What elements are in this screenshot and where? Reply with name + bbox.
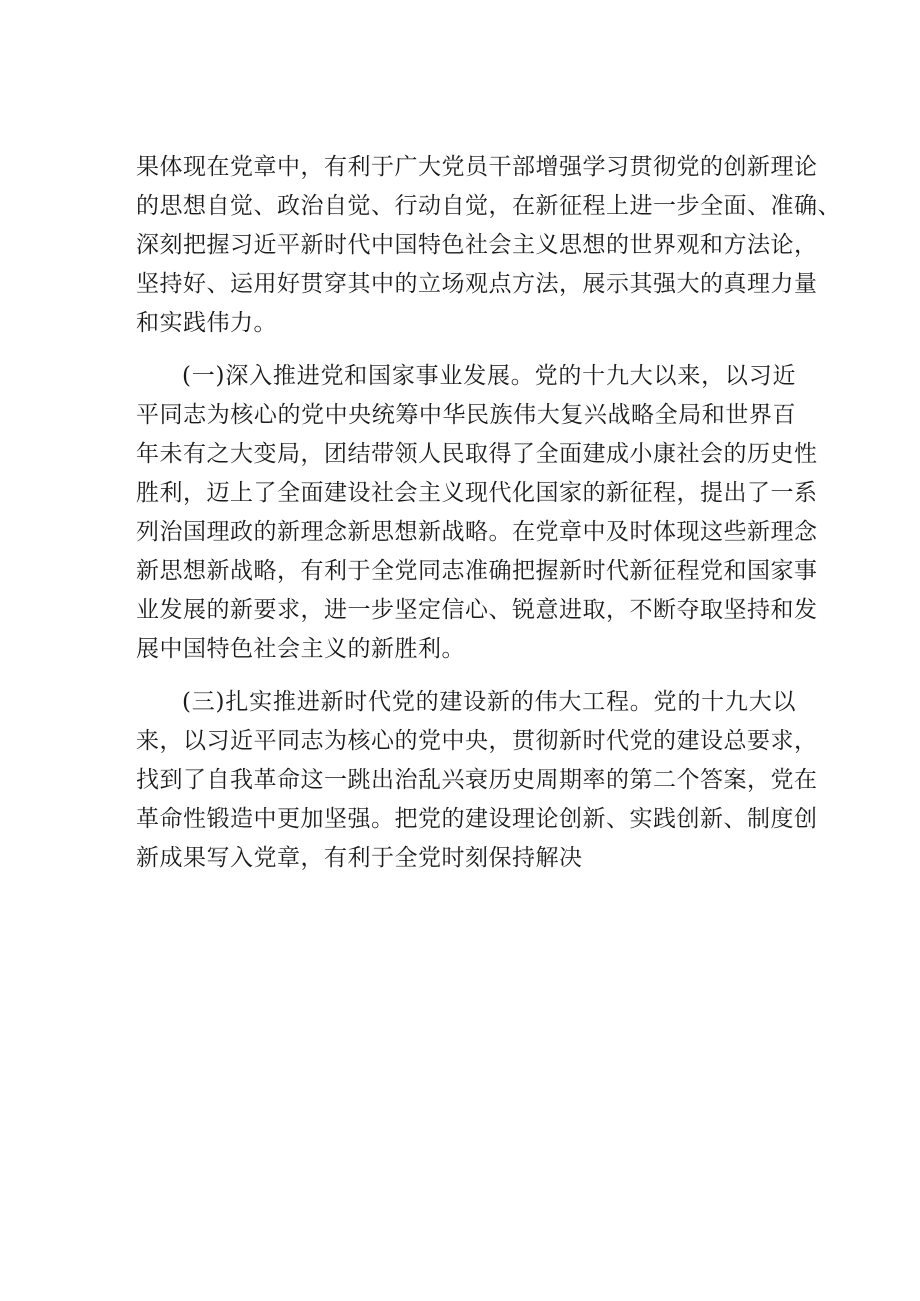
document-body — [136, 148, 841, 878]
text-line: 胜利，迈上了全面建设社会主义现代化国家的新征程，提出了一系 — [136, 480, 818, 506]
text-line: 新思想新战略，有利于全党同志准确把握新时代新征程党和国家事 — [136, 558, 818, 584]
paragraph-3 — [136, 683, 818, 878]
text-line: 坚持好、运用好贯穿其中的立场观点方法，展示其强大的真理力量 — [136, 271, 818, 297]
text-line: (三)扎实推进新时代党的建设新的伟大工程。党的十九大以 — [182, 689, 796, 715]
text-line: 和实践伟力。 — [136, 310, 277, 336]
text-line: 果体现在党章中，有利于广大党员干部增强学习贯彻党的创新理论 — [136, 154, 818, 180]
text-line: 革命性锻造中更加坚强。把党的建设理论创新、实践创新、制度创 — [136, 806, 818, 832]
text-line: (一)深入推进党和国家事业发展。党的十九大以来，以习近 — [182, 363, 796, 389]
text-line: 新成果写入党章，有利于全党时刻保持解决 — [136, 845, 583, 871]
text-line: 的思想自觉、政治自觉、行动自觉，在新征程上进一步全面、准确、 — [136, 193, 841, 219]
paragraph-2 — [136, 357, 818, 669]
text-line: 平同志为核心的党中央统筹中华民族伟大复兴战略全局和世界百 — [136, 402, 796, 428]
text-line: 年未有之大变局，团结带领人民取得了全面建成小康社会的历史性 — [136, 441, 818, 467]
paragraph-1 — [136, 148, 841, 343]
text-line: 找到了自我革命这一跳出治乱兴衰历史周期率的第二个答案，党在 — [136, 767, 818, 793]
text-line: 展中国特色社会主义的新胜利。 — [136, 636, 465, 662]
text-line: 深刻把握习近平新时代中国特色社会主义思想的世界观和方法论， — [136, 232, 818, 258]
text-line: 来，以习近平同志为核心的党中央，贯彻新时代党的建设总要求， — [136, 728, 818, 754]
text-line: 业发展的新要求，进一步坚定信心、锐意进取，不断夺取坚持和发 — [136, 597, 818, 623]
text-line: 列治国理政的新理念新思想新战略。在党章中及时体现这些新理念 — [136, 519, 818, 545]
